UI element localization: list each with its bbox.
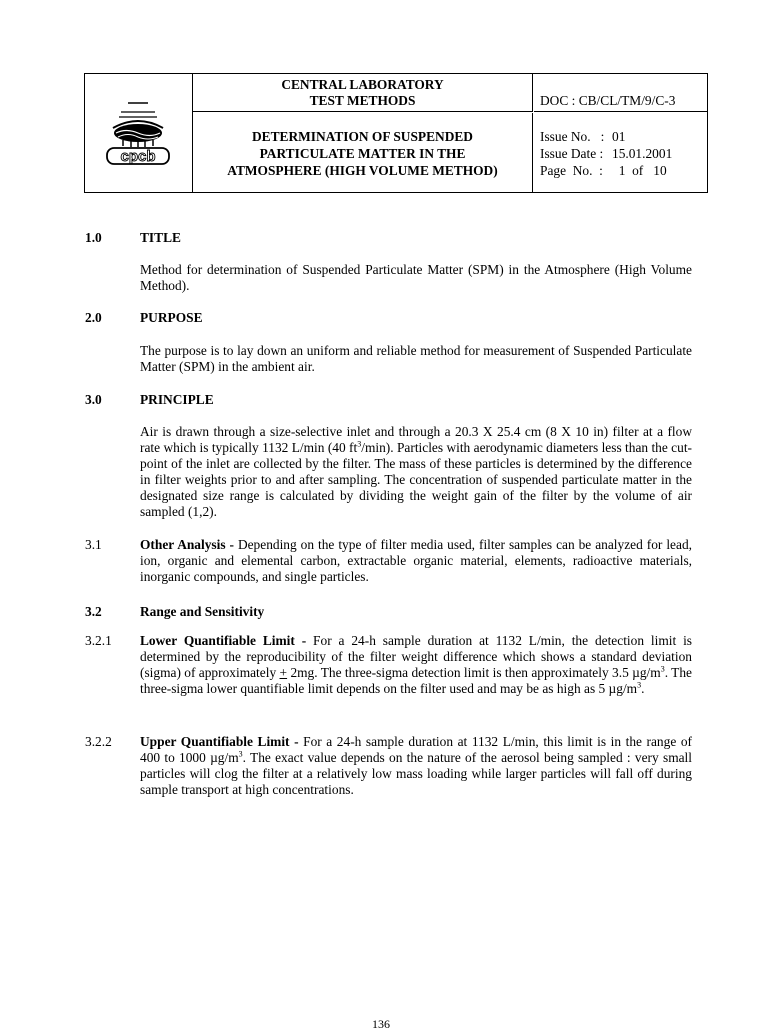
page-no-row xyxy=(540,162,707,179)
lower-limit-sup2: 3 xyxy=(637,680,642,690)
principle-paragraph xyxy=(140,424,692,520)
other-analysis-label: Other Analysis - xyxy=(140,537,234,552)
page-no-value: 1 of 10 xyxy=(612,163,667,178)
section-heading: Range and Sensitivity xyxy=(140,604,265,619)
issue-date-value: 15.01.2001 xyxy=(612,146,673,161)
section-number: 3.2.1 xyxy=(85,633,112,648)
title-paragraph: Method for determination of Suspended Particulate Matter (SPM) in the Atmosphere (High Volume Method). xyxy=(140,262,692,293)
section-heading: PURPOSE xyxy=(140,310,203,325)
issue-no-value: 01 xyxy=(612,129,626,144)
upper-limit-label: Upper Quantifiable Limit - xyxy=(140,734,299,749)
method-line2: PARTICULATE MATTER IN THE xyxy=(259,146,466,161)
document-header xyxy=(84,73,708,193)
other-analysis-text: Depending on the type of filter media used, filter samples can be analyzed for lead, ion, organic and elemental carbon, extractable organic material, elements, radioactive materials, inorganic compounds, and single particles. xyxy=(140,537,692,584)
lower-limit-sup1: 3 xyxy=(660,664,665,674)
issue-no-label: Issue No. : xyxy=(540,129,605,144)
section-title-heading xyxy=(85,230,181,246)
purpose-paragraph: The purpose is to lay down an uniform and reliable method for measurement of Suspended Particulate Matter (SPM) in the ambient air. xyxy=(140,343,692,374)
upper-limit-paragraph xyxy=(140,734,692,798)
lower-limit-paragraph xyxy=(140,633,692,697)
section-number: 3.1 xyxy=(85,537,102,552)
section-number: 3.0 xyxy=(85,392,102,407)
lower-limit-section xyxy=(85,633,692,697)
section-principle-heading xyxy=(85,392,214,408)
page-no-label: Page No. : xyxy=(540,163,603,178)
lower-limit-text-c: . The three-sigma lower quantifiable limit depends on the filter used and may be as high as 5 µg/m xyxy=(140,665,692,696)
issue-date-label: Issue Date : xyxy=(540,146,604,161)
org-title-line2: TEST METHODS xyxy=(309,93,416,108)
issue-date-row xyxy=(540,145,707,162)
method-title xyxy=(193,113,533,192)
section-range-heading xyxy=(85,604,264,620)
page-number: 136 xyxy=(372,1017,390,1031)
upper-limit-text-b: . The exact value depends on the nature of the aerosol being sampled : very small particles will clog the filter at a relatively low mass loading while larger particles will fall off during sample transport at high concentrations. xyxy=(140,750,692,797)
section-number: 3.2.2 xyxy=(85,734,112,749)
lower-limit-label: Lower Quantifiable Limit - xyxy=(140,633,307,648)
section-purpose-heading xyxy=(85,310,203,326)
upper-limit-text-a: For a 24-h sample duration at 1132 L/min, this limit is in the range of 400 to 1000 µg/m xyxy=(140,734,692,765)
other-analysis-section xyxy=(85,537,692,585)
issue-no-row xyxy=(540,128,707,145)
org-title-line1: CENTRAL LABORATORY xyxy=(281,77,444,92)
method-line3: ATMOSPHERE (HIGH VOLUME METHOD) xyxy=(227,163,498,178)
upper-limit-sup1: 3 xyxy=(238,749,243,759)
principle-text-a: Air is drawn through a size-selective inlet and through a 20.3 X 25.4 cm (8 X 10 in) filter at a flow rate which is typically 1132 L/min (40 ft xyxy=(140,424,692,455)
method-line1: DETERMINATION OF SUSPENDED xyxy=(252,129,473,144)
issue-info xyxy=(534,113,707,192)
plus-minus-sign: + xyxy=(279,665,288,680)
cpcb-logo-icon xyxy=(101,100,177,166)
upper-limit-section xyxy=(85,734,692,798)
logo-text: cpcb xyxy=(120,148,156,165)
other-analysis-paragraph xyxy=(140,537,692,585)
lower-limit-text-b: 2mg. The three-sigma detection limit is then approximately 3.5 µg/m xyxy=(287,665,661,680)
logo-cell xyxy=(85,74,193,192)
section-heading: PRINCIPLE xyxy=(140,392,214,407)
section-number: 2.0 xyxy=(85,310,102,325)
doc-number: DOC : CB/CL/TM/9/C-3 xyxy=(534,74,707,112)
section-number: 3.2 xyxy=(85,604,102,619)
section-heading: TITLE xyxy=(140,230,181,245)
lower-limit-text-a: For a 24-h sample duration at 1132 L/min, the detection limit is determined by the reproducibility of the filter weight difference which shows a standard deviation (sigma) of approximately xyxy=(140,633,692,680)
principle-superscript: 3 xyxy=(357,439,362,449)
principle-text-b: /min). Particles with aerodynamic diameters less than the cut-point of the inlet are collected by the filter. The mass of these particles is determined by the difference in filter weights prior to and after sampling. The concentration of suspended particulate matter in the designated size range is calculated by dividing the weight gain of the filter by the volume of air sampled (1,2). xyxy=(140,440,693,519)
org-title xyxy=(193,74,533,112)
section-number: 1.0 xyxy=(85,230,102,245)
lower-limit-text-d: . xyxy=(641,681,645,696)
